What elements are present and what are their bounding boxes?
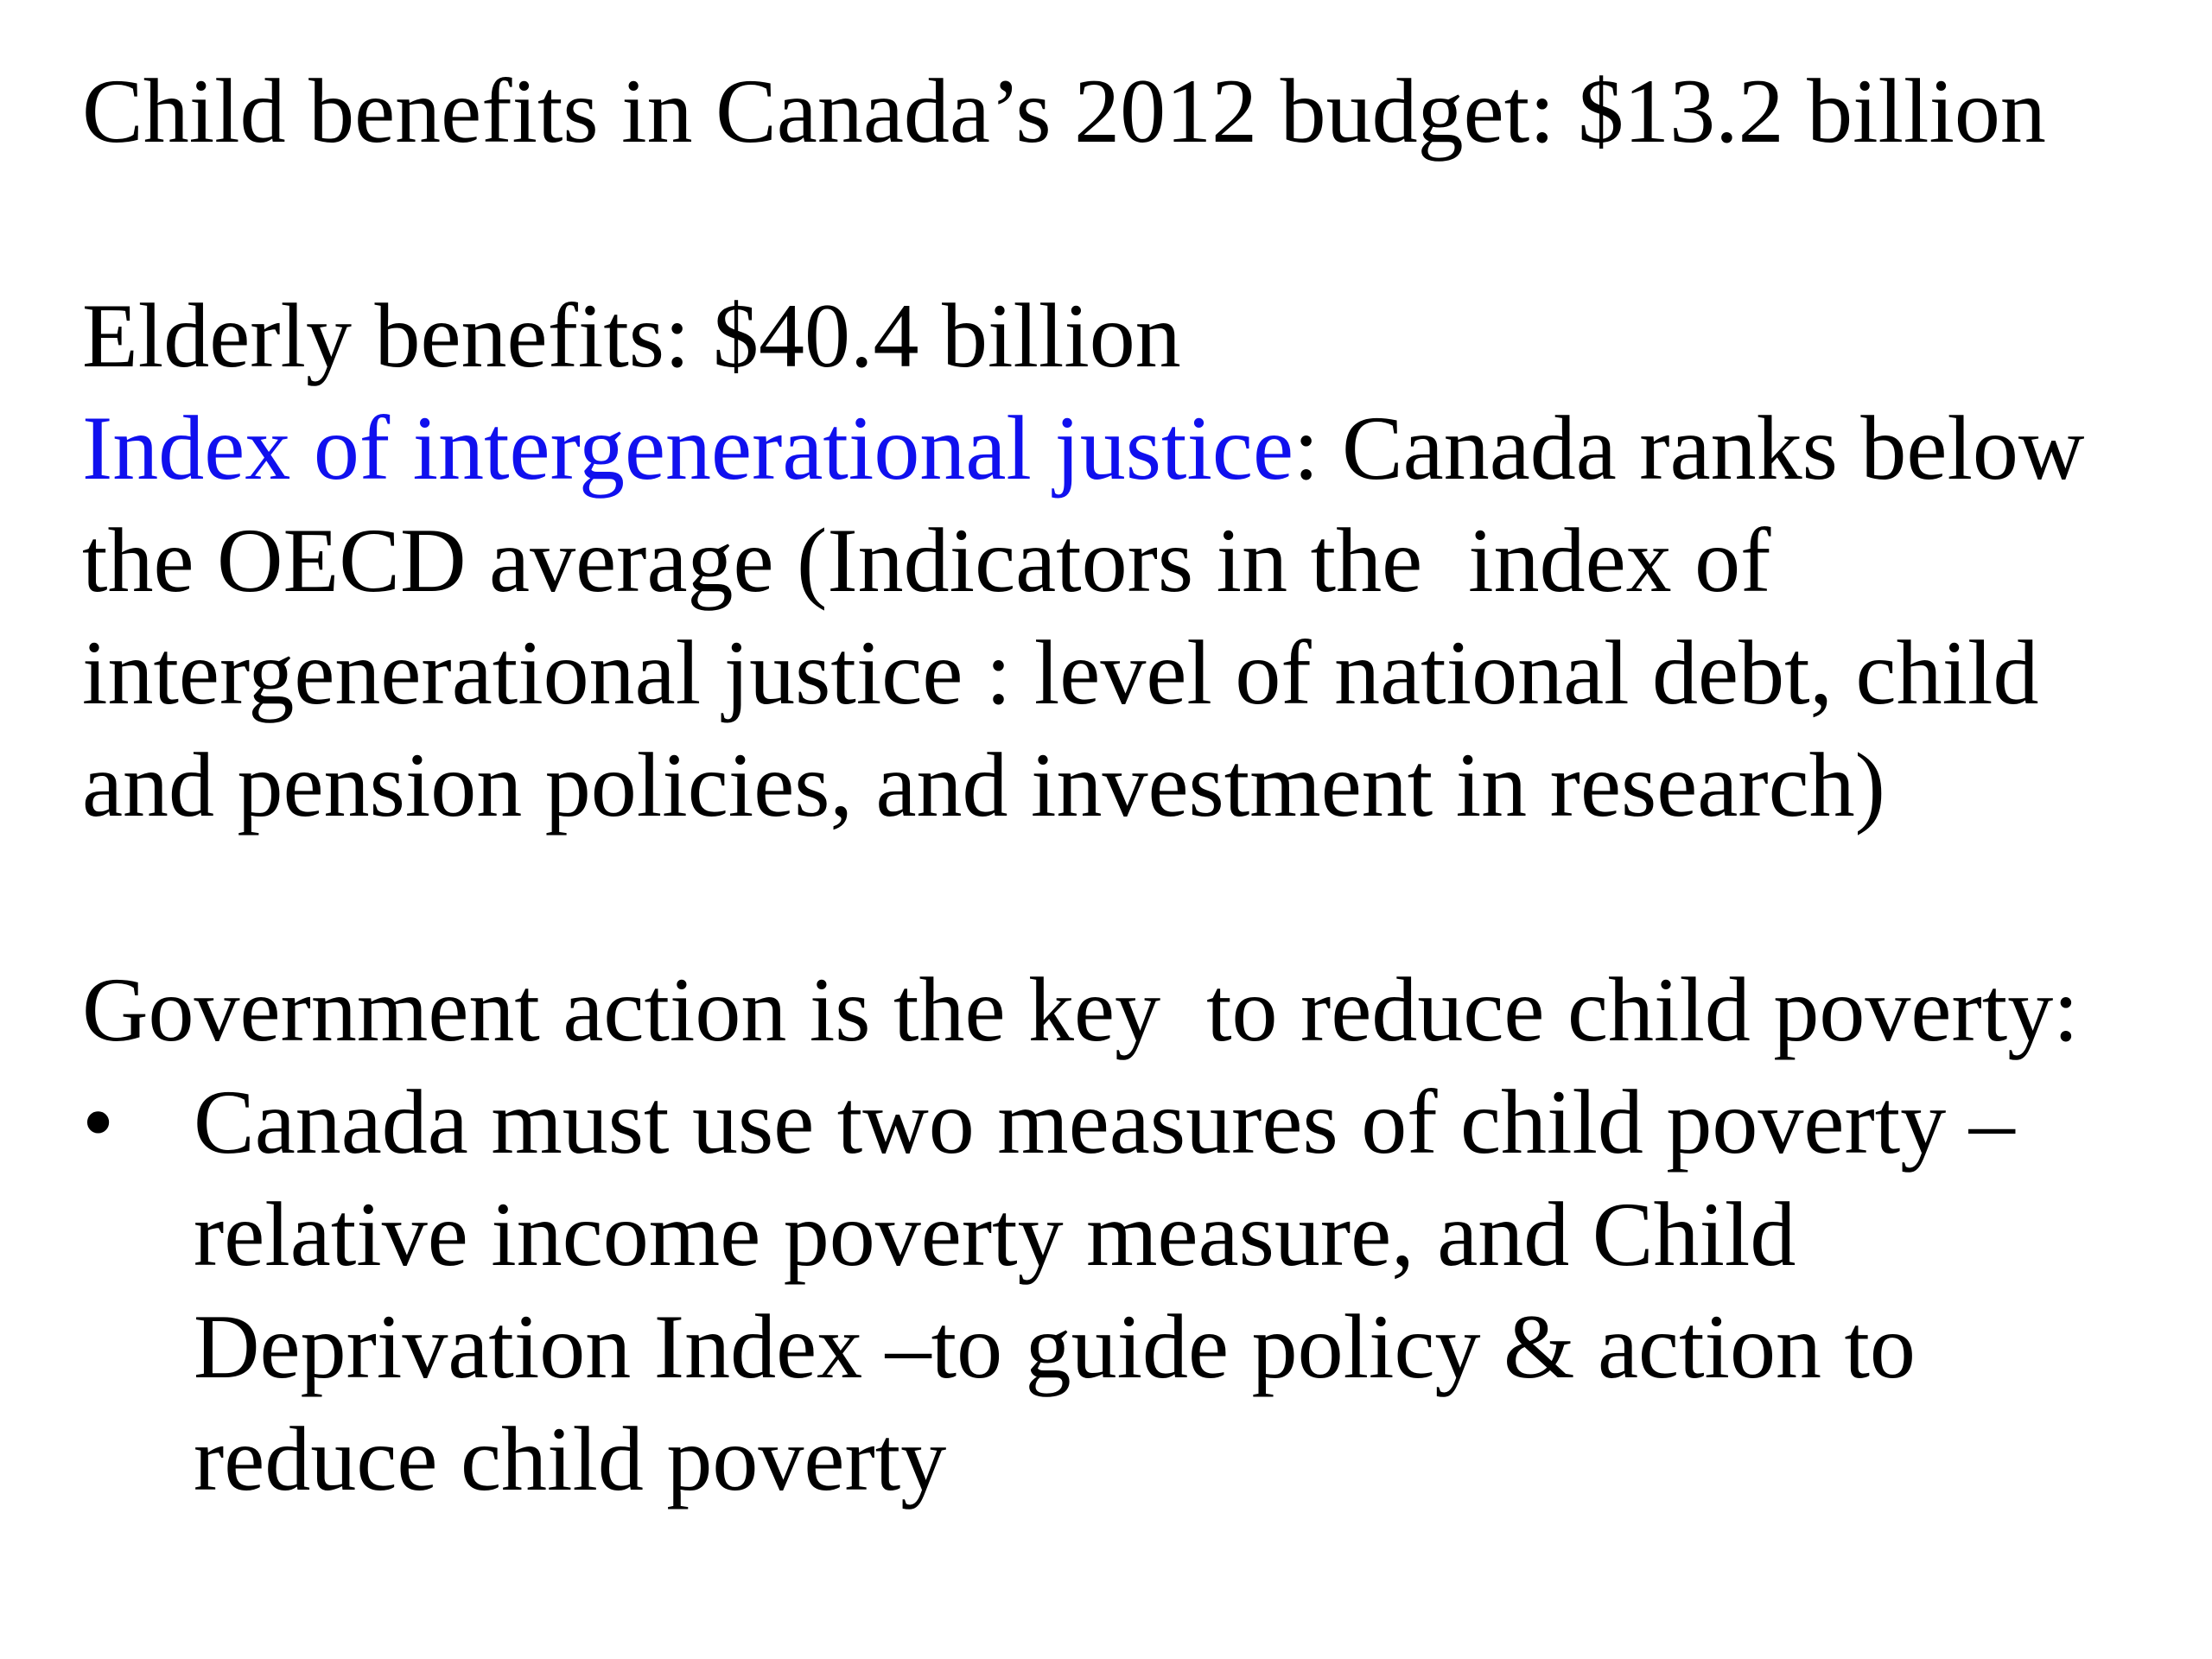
intergenerational-justice-link[interactable]: Index of intergenerational justice [82, 397, 1294, 499]
bullet-icon: • [82, 1071, 115, 1173]
spacer [82, 842, 2156, 954]
bullet-line: relative income poverty measure, and Child [194, 1184, 1796, 1285]
child-benefits-line: Child benefits in Canada’s 2012 budget: $13.2 billion [82, 60, 2046, 162]
bullet-line: Canada must use two measures of child poverty – [194, 1071, 2015, 1173]
paragraph-line: and pension policies, and investment in research) [82, 734, 1885, 836]
canada-ranks-text: : Canada ranks below [1294, 397, 2085, 499]
bullet-line: Deprivation Index –to guide policy & action to [194, 1296, 1916, 1397]
government-action-line: Government action is the key to reduce child poverty: [82, 959, 2079, 1060]
paragraph-line: the OECD average (Indicators in the index of [82, 510, 1771, 611]
bullet-item [82, 1066, 2156, 1516]
paragraph-line: intergenerational justice : level of national debt, child [82, 622, 2039, 723]
bullet-text [194, 1066, 2156, 1516]
spacer [82, 168, 2156, 280]
intergenerational-index-line [82, 392, 2156, 505]
slide-content [82, 55, 2156, 1516]
bullet-line: reduce child poverty [194, 1408, 947, 1510]
elderly-benefits-line: Elderly benefits: $40.4 billion [82, 285, 1181, 386]
